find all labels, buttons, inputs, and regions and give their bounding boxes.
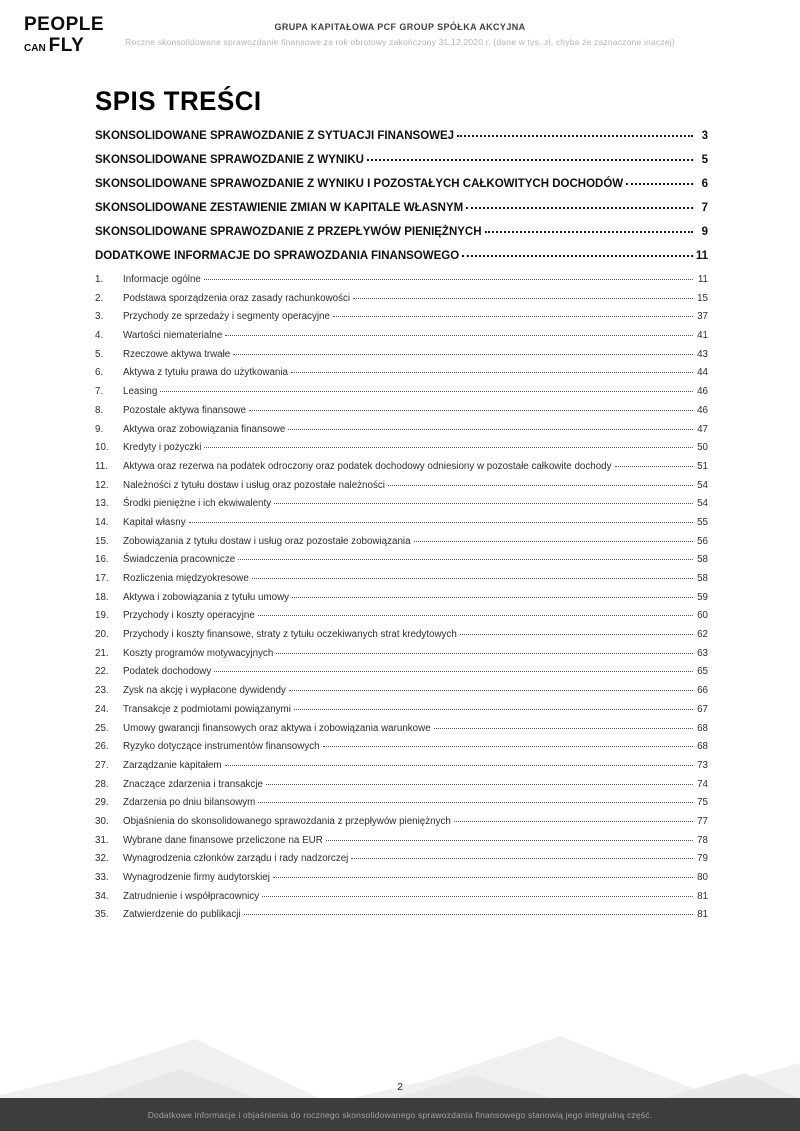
toc-item-number: 18. (95, 591, 109, 603)
toc-item-number: 5. (95, 348, 104, 360)
toc-entry-label: Kredyty i pożyczki (123, 442, 202, 454)
company-name: GRUPA KAPITAŁOWA PCF GROUP SPÓŁKA AKCYJNA (274, 22, 526, 32)
toc-item-row[interactable] (95, 536, 708, 555)
toc-page-number: 65 (697, 666, 708, 678)
toc-dot-leader (249, 410, 693, 411)
toc-dot-leader (289, 690, 693, 691)
toc-entry-label: Koszty programów motywacyjnych (123, 647, 274, 659)
toc-dot-leader (292, 597, 693, 598)
toc-dot-leader (225, 765, 693, 766)
toc-item-number: 32. (95, 853, 109, 865)
toc-entry-label: Leasing (123, 386, 158, 398)
toc-item-number: 11. (95, 460, 108, 472)
toc-item-number: 8. (95, 404, 104, 416)
toc-dot-leader (204, 279, 693, 280)
toc-item-number: 16. (95, 554, 109, 566)
toc-entry-label: Ryzyko dotyczące instrumentów finansowych (123, 741, 320, 753)
logo-text-people: PEOPLE (24, 14, 105, 35)
toc-entry-label: Przychody ze sprzedaży i segmenty operacyjne (123, 311, 330, 323)
toc-entry-label: Aktywa i zobowiązania z tytułu umowy (123, 591, 290, 603)
toc-entry-label: SKONSOLIDOWANE ZESTAWIENIE ZMIAN W KAPITALE WŁASNYM (95, 202, 464, 214)
toc-item-number: 29. (95, 797, 109, 809)
toc-item-number: 12. (95, 479, 109, 491)
toc-page-number: 55 (697, 516, 708, 528)
toc-section-row[interactable] (95, 130, 708, 154)
toc-page-number: 58 (697, 573, 708, 584)
toc-item-number: 25. (95, 722, 109, 734)
toc-item-number: 27. (95, 759, 109, 771)
toc-entry-label: Zdarzenia po dniu bilansowym (123, 797, 256, 809)
toc-item-row[interactable] (95, 424, 708, 443)
toc-page-number: 41 (697, 330, 708, 342)
toc-item-number: 4. (95, 330, 104, 342)
table-of-contents (95, 130, 708, 928)
toc-entry-label: Rzeczowe aktywa trwałe (123, 348, 231, 360)
toc-page-number: 11 (697, 274, 708, 285)
toc-item-number: 26. (95, 741, 109, 753)
toc-item-row[interactable] (95, 760, 708, 779)
toc-item-row[interactable] (95, 797, 708, 816)
toc-item-row[interactable] (95, 573, 708, 592)
toc-page-number: 81 (697, 890, 708, 902)
toc-page-number: 78 (697, 834, 708, 846)
toc-page-number: 56 (697, 535, 708, 547)
toc-dot-leader (457, 135, 693, 137)
toc-item-row[interactable] (95, 909, 708, 928)
toc-item-number: 34. (95, 890, 109, 902)
toc-page-number: 46 (697, 386, 708, 398)
toc-entry-label: SKONSOLIDOWANE SPRAWOZDANIE Z PRZEPŁYWÓW PIENIĘŻNYCH (95, 226, 482, 238)
logo-text-fly: FLY (48, 35, 85, 56)
toc-entry-label: Zobowiązania z tytułu dostaw i usług oraz pozostałe zobowiązania (123, 535, 411, 547)
toc-item-row[interactable] (95, 498, 708, 517)
toc-item-row[interactable] (95, 517, 708, 536)
toc-item-row[interactable] (95, 779, 708, 798)
toc-item-row[interactable] (95, 461, 708, 480)
toc-dot-leader (276, 653, 693, 654)
toc-entry-label: SKONSOLIDOWANE SPRAWOZDANIE Z WYNIKU I POZOSTAŁYCH CAŁKOWITYCH DOCHODÓW (95, 178, 624, 190)
toc-page-number: 54 (697, 498, 708, 510)
toc-page-number: 43 (697, 348, 708, 360)
page-number: 2 (397, 1081, 403, 1093)
toc-page-number: 15 (697, 292, 708, 304)
toc-item-row[interactable] (95, 386, 708, 405)
toc-dot-leader (189, 522, 693, 523)
toc-item-number: 30. (95, 815, 109, 827)
toc-entry-label: Wybrane dane finansowe przeliczone na EUR (123, 834, 323, 846)
toc-dot-leader (414, 541, 693, 542)
toc-item-row[interactable] (95, 685, 708, 704)
toc-item-number: 28. (95, 778, 109, 790)
toc-page-number: 58 (697, 554, 708, 566)
toc-entry-label: SKONSOLIDOWANE SPRAWOZDANIE Z SYTUACJI FINANSOWEJ (95, 130, 455, 142)
toc-item-row[interactable] (95, 610, 708, 629)
toc-page-number: 5 (701, 154, 708, 166)
toc-dot-leader (262, 896, 693, 897)
toc-dot-leader (238, 559, 693, 560)
logo-text-can: CAN (24, 43, 46, 54)
toc-dot-leader (266, 784, 693, 785)
toc-entry-label: Należności z tytułu dostaw i usług oraz pozostałe należności (123, 479, 385, 491)
toc-entry-label: Przychody i koszty operacyjne (123, 610, 255, 622)
toc-page-number: 50 (697, 442, 708, 454)
toc-item-number: 21. (95, 647, 109, 659)
toc-page-number: 54 (697, 479, 708, 491)
toc-entry-label: Wartości niematerialne (123, 330, 223, 342)
toc-sections (95, 130, 708, 274)
toc-page-number: 59 (697, 591, 708, 603)
toc-item-number: 9. (95, 423, 104, 435)
toc-dot-leader (204, 447, 693, 448)
toc-section-row[interactable] (95, 202, 708, 226)
toc-dot-leader (353, 298, 693, 299)
toc-entry-label: Aktywa oraz rezerwa na podatek odroczony oraz podatek dochodowy odniesiony w pozostałe całkowite dochody (123, 460, 612, 472)
toc-item-row[interactable] (95, 891, 708, 910)
toc-entry-label: Wynagrodzenia członków zarządu i rady nadzorczej (123, 853, 349, 865)
toc-dot-leader (454, 821, 693, 822)
toc-item-number: 33. (95, 872, 109, 883)
toc-dot-leader (294, 709, 693, 710)
toc-item-number: 13. (95, 498, 109, 510)
toc-page-number: 68 (697, 741, 708, 753)
toc-entry-label: Znaczące zdarzenia i transakcje (123, 778, 263, 790)
toc-item-row[interactable] (95, 835, 708, 854)
toc-entry-label: Zarządzanie kapitałem (123, 759, 222, 771)
toc-page-number: 7 (701, 202, 708, 214)
toc-dot-leader (460, 634, 693, 635)
toc-item-row[interactable] (95, 554, 708, 573)
toc-page-number: 73 (697, 759, 708, 771)
toc-entry-label: DODATKOWE INFORMACJE DO SPRAWOZDANIA FINANSOWEGO (95, 250, 460, 262)
toc-item-number: 1. (95, 274, 104, 285)
toc-entry-label: Kapitał własny (123, 516, 186, 528)
toc-dot-leader (466, 207, 693, 209)
toc-item-row[interactable] (95, 853, 708, 872)
toc-item-number: 3. (95, 311, 104, 323)
toc-section-row[interactable] (95, 226, 708, 250)
toc-page-number: 9 (701, 226, 708, 238)
toc-dot-leader (160, 391, 693, 392)
toc-entry-label: SKONSOLIDOWANE SPRAWOZDANIE Z WYNIKU (95, 154, 364, 166)
toc-page-number: 46 (697, 404, 708, 416)
toc-page-number: 47 (697, 423, 708, 435)
people-can-fly-logo (24, 15, 104, 55)
toc-page-number: 67 (697, 703, 708, 715)
toc-page-number: 68 (697, 722, 708, 734)
toc-item-row[interactable] (95, 405, 708, 424)
toc-entry-label: Podatek dochodowy (123, 666, 212, 678)
toc-page-number: 74 (697, 778, 708, 790)
toc-dot-leader (323, 746, 693, 747)
toc-entry-label: Podstawa sporządzenia oraz zasady rachunkowości (123, 292, 351, 304)
toc-page-number: 63 (697, 647, 708, 659)
toc-item-number: 20. (95, 629, 109, 641)
toc-item-number: 22. (95, 666, 109, 678)
toc-page-number: 79 (697, 853, 708, 865)
toc-entry-label: Zatwierdzenie do publikacji (123, 909, 241, 921)
toc-entry-label: Rozliczenia międzyokresowe (123, 573, 249, 584)
toc-entry-label: Pozostałe aktywa finansowe (123, 404, 247, 416)
toc-entry-label: Aktywa z tytułu prawa do użytkowania (123, 367, 288, 379)
toc-dot-leader (225, 335, 693, 336)
toc-item-number: 14. (95, 516, 109, 528)
toc-dot-leader (233, 354, 693, 355)
toc-section-row[interactable] (95, 250, 708, 274)
toc-item-row[interactable] (95, 293, 708, 312)
toc-item-number: 15. (95, 535, 109, 547)
toc-dot-leader (351, 858, 693, 859)
toc-item-number: 19. (95, 610, 109, 622)
toc-item-row[interactable] (95, 480, 708, 499)
toc-dot-leader (615, 466, 694, 467)
footer-note: Dodatkowe informacje i objaśnienia do rocznego skonsolidowanego sprawozdania finansowego stanowią jego integralną część. (147, 1109, 653, 1120)
toc-dot-leader (288, 429, 693, 430)
toc-item-row[interactable] (95, 311, 708, 330)
toc-entry-label: Aktywa oraz zobowiązania finansowe (123, 423, 286, 435)
toc-page-number: 81 (697, 909, 708, 921)
toc-dot-leader (274, 503, 693, 504)
toc-dot-leader (333, 316, 693, 317)
toc-item-row[interactable] (95, 872, 708, 891)
toc-section-row[interactable] (95, 154, 708, 178)
toc-dot-leader (258, 802, 693, 803)
toc-item-number: 2. (95, 292, 104, 304)
toc-page-number: 75 (697, 797, 708, 809)
toc-page-number: 3 (701, 130, 708, 142)
toc-dot-leader (462, 255, 693, 257)
toc-entry-label: Transakcje z podmiotami powiązanymi (123, 703, 291, 715)
toc-dot-leader (258, 615, 693, 616)
toc-item-row[interactable] (95, 723, 708, 742)
toc-page-number: 66 (697, 685, 708, 697)
toc-item-row[interactable] (95, 367, 708, 386)
toc-entry-label: Umowy gwarancji finansowych oraz aktywa i zobowiązania warunkowe (123, 722, 431, 734)
toc-page-number: 11 (695, 250, 708, 262)
toc-item-row[interactable] (95, 442, 708, 461)
page-title: SPIS TREŚCI (95, 86, 262, 116)
toc-dot-leader (367, 159, 693, 161)
toc-dot-leader (273, 877, 693, 878)
toc-dot-leader (326, 840, 693, 841)
toc-page-number: 44 (697, 367, 708, 379)
toc-entry-label: Przychody i koszty finansowe, straty z tytułu oczekiwanych strat kredytowych (123, 629, 457, 641)
toc-entry-label: Świadczenia pracownicze (123, 554, 236, 566)
toc-page-number: 62 (697, 629, 708, 641)
toc-dot-leader (244, 914, 693, 915)
toc-item-number: 23. (95, 685, 109, 697)
toc-entry-label: Środki pieniężne i ich ekwiwalenty (123, 498, 272, 510)
toc-item-row[interactable] (95, 629, 708, 648)
toc-item-number: 17. (95, 573, 109, 584)
page-header (0, 13, 800, 56)
toc-entry-label: Objaśnienia do skonsolidowanego sprawozdania z przepływów pieniężnych (123, 815, 451, 827)
toc-dot-leader (252, 578, 693, 579)
toc-item-number: 24. (95, 703, 109, 715)
toc-item-number: 6. (95, 367, 104, 379)
toc-item-row[interactable] (95, 666, 708, 685)
toc-dot-leader (485, 231, 693, 233)
toc-item-row[interactable] (95, 274, 708, 293)
page-content (95, 86, 708, 928)
toc-page-number: 80 (697, 872, 708, 883)
toc-item-number: 10. (95, 442, 109, 454)
footer-bar (0, 1098, 800, 1131)
toc-page-number: 51 (697, 460, 708, 472)
toc-item-row[interactable] (95, 330, 708, 349)
toc-item-number: 35. (95, 909, 109, 921)
toc-item-row[interactable] (95, 648, 708, 667)
toc-item-row[interactable] (95, 592, 708, 611)
toc-page-number: 37 (697, 311, 708, 323)
toc-dot-leader (291, 372, 693, 373)
toc-item-number: 7. (95, 386, 104, 398)
toc-items (95, 274, 708, 928)
toc-dot-leader (434, 728, 693, 729)
toc-entry-label: Zatrudnienie i współpracownicy (123, 890, 260, 902)
toc-item-row[interactable] (95, 816, 708, 835)
toc-entry-label: Wynagrodzenie firmy audytorskiej (123, 872, 270, 883)
toc-entry-label: Zysk na akcję i wypłacone dywidendy (123, 685, 286, 697)
toc-page-number: 6 (701, 178, 708, 190)
toc-item-row[interactable] (95, 349, 708, 368)
toc-section-row[interactable] (95, 178, 708, 202)
toc-dot-leader (388, 485, 693, 486)
toc-page-number: 60 (697, 610, 708, 622)
toc-dot-leader (214, 671, 693, 672)
toc-dot-leader (626, 183, 693, 185)
toc-page-number: 77 (697, 815, 708, 827)
toc-entry-label: Informacje ogólne (123, 274, 201, 285)
toc-item-row[interactable] (95, 741, 708, 760)
report-subtitle: Roczne skonsolidowane sprawozdanie finansowe za rok obrotowy zakończony 31.12.2020 r. (dane w tys. zł, chyba że zaznaczone inaczej) (125, 37, 675, 47)
toc-item-number: 31. (95, 834, 109, 846)
toc-item-row[interactable] (95, 704, 708, 723)
